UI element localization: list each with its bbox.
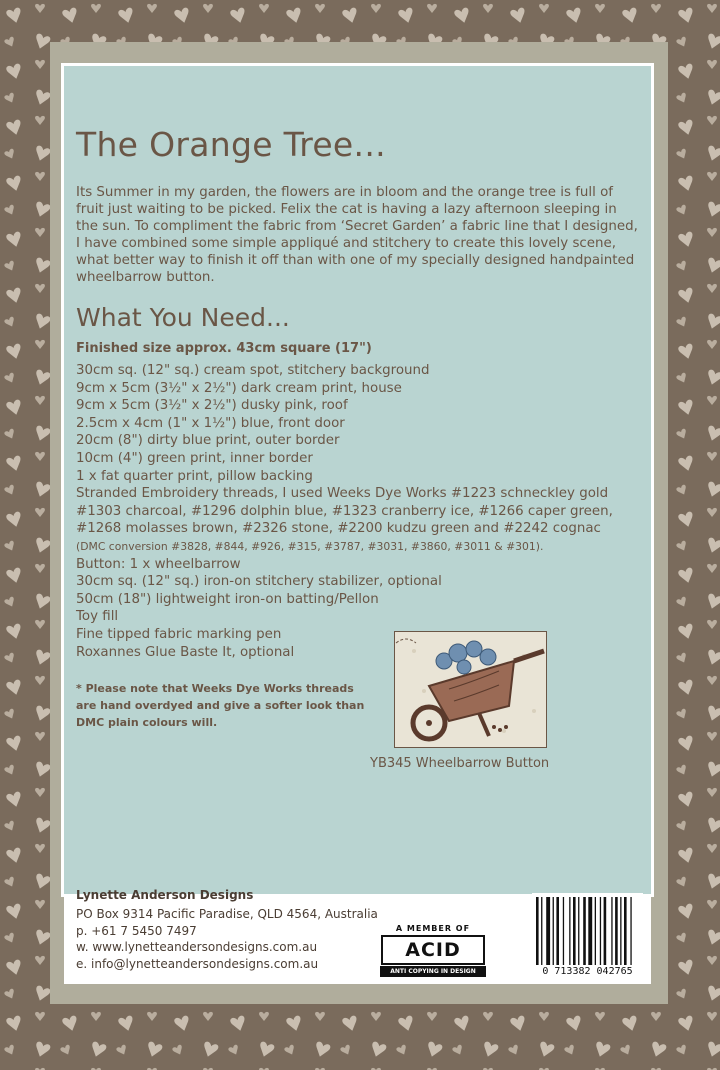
list-item: Roxannes Glue Baste It, optional [76, 644, 295, 660]
acid-logo [380, 924, 486, 977]
list-item: Toy fill [76, 609, 119, 625]
list-item: 30cm sq. (12" sq.) cream spot, stitchery background [76, 363, 430, 378]
address: PO Box 9314 Pacific Paradise, QLD 4564, Australia [76, 907, 378, 921]
list-item: 20cm (8") dirty blue print, outer border [76, 433, 340, 449]
website-link[interactable]: w. www.lynetteandersondesigns.com.au [76, 940, 318, 954]
list-item: 50cm (18") lightweight iron-on batting/Pellon [76, 591, 379, 607]
list-item: 9cm x 5cm (3½" x 2½") dark cream print, house [76, 380, 402, 396]
thread-note: * Please note that Weeks Dye Works threads are hand overdyed and give a softer look than DMC plain colours will. [76, 682, 365, 729]
list-item: Stranded Embroidery threads, I used Weeks Dye Works #1223 schneckley gold [76, 486, 609, 502]
contact-block [76, 906, 378, 972]
list-item: #1303 charcoal, #1296 dolphin blue, #1323 cranberry ice, #1266 caper green, [76, 503, 613, 519]
list-item: Fine tipped fabric marking pen [76, 626, 282, 642]
list-item: 10cm (4") green print, inner border [76, 450, 313, 466]
list-item: 30cm sq. (12" sq.) iron-on stitchery stabilizer, optional [76, 574, 442, 590]
list-item: #1268 molasses brown, #2326 stone, #2200 kudzu green and #2242 cognac [76, 521, 601, 537]
acid-wordmark: ACID [381, 935, 485, 965]
list-item: 2.5cm x 4cm (1" x 1½") blue, front door [76, 415, 345, 431]
intro-paragraph: Its Summer in my garden, the flowers are in bloom and the orange tree is full of fruit just waiting to be picked. Felix the cat is having a lazy afternoon sleeping in the sun. To compliment the fabric from ‘Secret Garden’ a fabric line that I designed, I have combined some simple appliqué and stitchery to create this lovely scene, what better way to finish it off than with one of my specially designed handpainted wheelbarrow button. [76, 185, 638, 285]
wheelbarrow-icon [394, 631, 547, 748]
section-heading: What You Need... [76, 303, 290, 332]
acid-member-label: A MEMBER OF [395, 924, 471, 933]
barcode-number: 0 713382 042765 [542, 966, 633, 977]
finished-size: Finished size approx. 43cm square (17") [76, 341, 372, 356]
email-link[interactable]: e. info@lynetteandersondesigns.com.au [76, 956, 319, 971]
photo-caption: YB345 Wheelbarrow Button [370, 756, 550, 771]
list-item: 1 x fat quarter print, pillow backing [76, 468, 313, 484]
list-item: Button: 1 x wheelbarrow [76, 556, 241, 572]
list-item: (DMC conversion #3828, #844, #926, #315, #3787, #3031, #3860, #3011 & #301). [76, 539, 544, 553]
materials-list [76, 362, 646, 661]
list-item: 9cm x 5cm (3½" x 2½") dusky pink, roof [76, 398, 348, 414]
company-name: Lynette Anderson Designs [76, 888, 254, 902]
page-title: The Orange Tree... [76, 125, 386, 164]
phone: p. +61 7 5450 7497 [76, 923, 197, 938]
acid-tagline: ANTI COPYING IN DESIGN [380, 966, 486, 977]
